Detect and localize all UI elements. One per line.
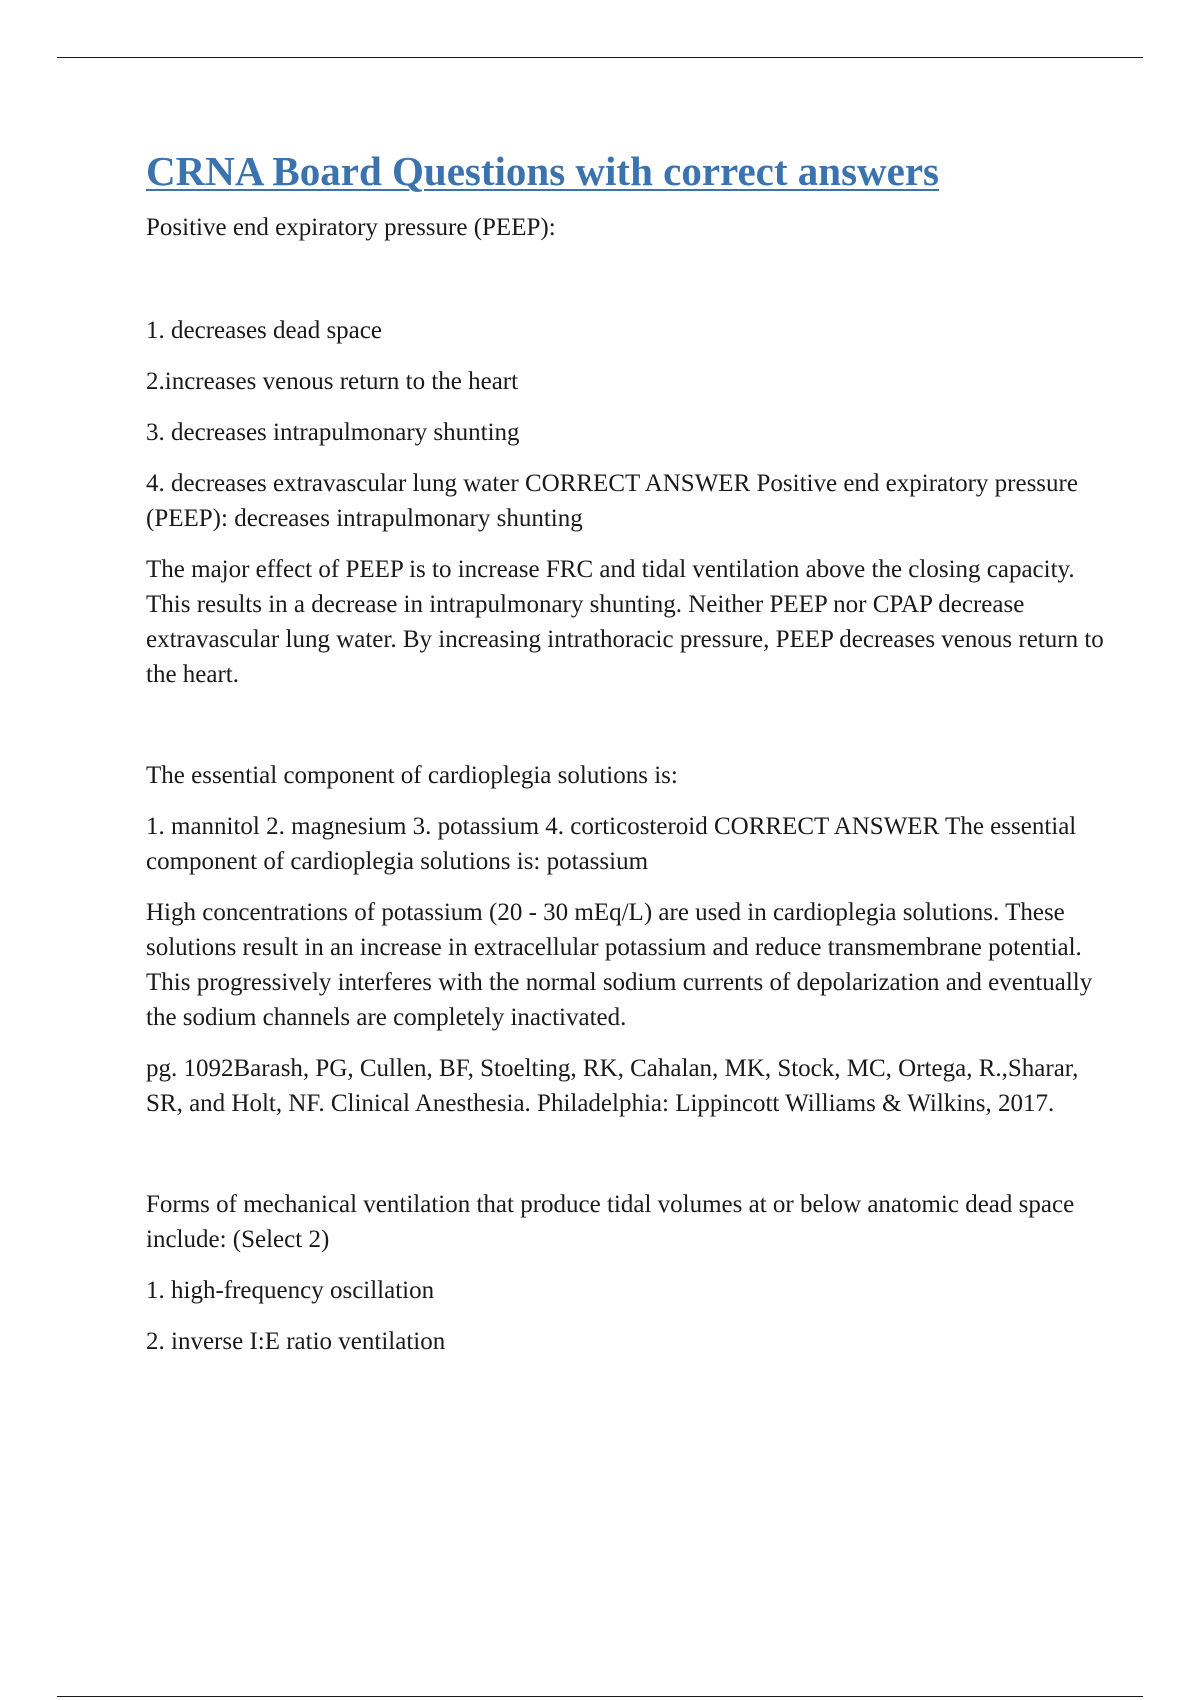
q1-option-2: 2.increases venous return to the heart: [146, 368, 519, 395]
q2-stem: The essential component of cardioplegia solutions is:: [146, 762, 678, 789]
footer-rule: [57, 1696, 1143, 1697]
document-body: [146, 142, 1106, 1359]
document-title: CRNA Board Questions with correct answers: [146, 148, 939, 194]
q1-stem: Positive end expiratory pressure (PEEP):: [146, 214, 556, 241]
q1-rationale: The major effect of PEEP is to increase FRC and tidal ventilation above the closing capacity. This results in a decrease in intrapulmonary shunting. Neither PEEP nor CPAP decrease extravascular lung water. By increasing intrathoracic pressure, PEEP decreases venous return to the heart.: [146, 556, 1104, 688]
q1-option-4-answer: 4. decreases extravascular lung water CORRECT ANSWER Positive end expiratory pressure (PEEP): decreases intrapulmonary shunting: [146, 470, 1078, 532]
q3-option-1: 1. high-frequency oscillation: [146, 1277, 435, 1304]
q2-options-answer: 1. mannitol 2. magnesium 3. potassium 4. corticosteroid CORRECT ANSWER The essential component of cardioplegia solutions is: potassium: [146, 813, 1077, 875]
header-rule: [57, 57, 1143, 58]
q1-option-3: 3. decreases intrapulmonary shunting: [146, 419, 520, 446]
q3-stem: Forms of mechanical ventilation that produce tidal volumes at or below anatomic dead space include: (Select 2): [146, 1191, 1075, 1253]
q1-option-1: 1. decreases dead space: [146, 317, 382, 344]
q2-reference: pg. 1092Barash, PG, Cullen, BF, Stoelting, RK, Cahalan, MK, Stock, MC, Ortega, R.,Sharar, SR, and Holt, NF. Clinical Anesthesia. Philadelphia: Lippincott Williams & Wilkins, 2017.: [146, 1055, 1079, 1117]
q2-rationale: High concentrations of potassium (20 - 30 mEq/L) are used in cardioplegia solutions. These solutions result in an increase in extracellular potassium and reduce transmembrane potential. This progressively interferes with the normal sodium currents of depolarization and eventually the sodium channels are completely inactivated.: [146, 899, 1093, 1031]
q3-option-2: 2. inverse I:E ratio ventilation: [146, 1328, 446, 1355]
